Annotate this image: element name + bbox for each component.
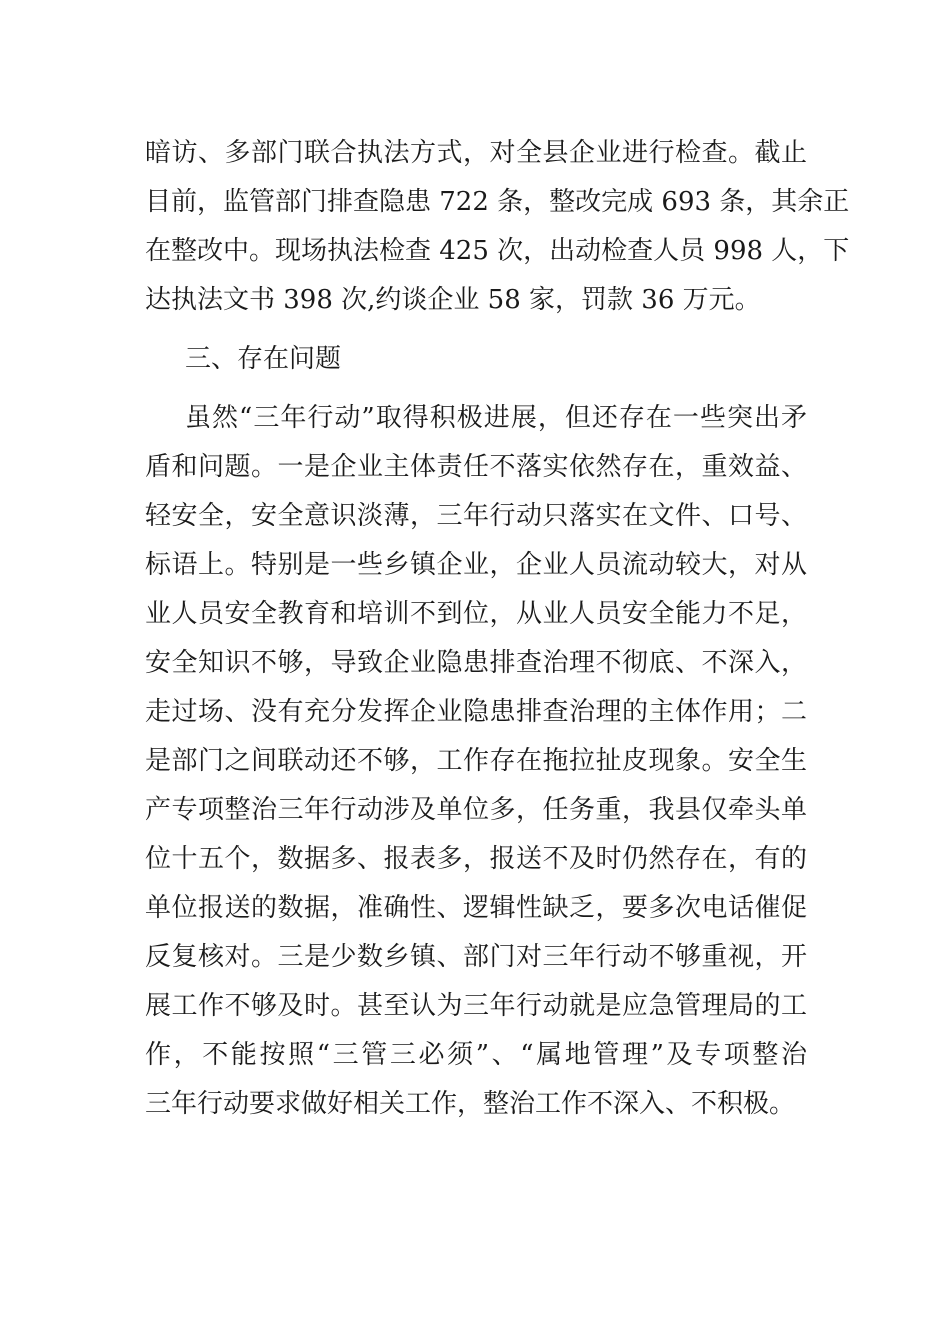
paragraph-1-line-1: 暗访、多部门联合执法方式，对全县企业进行检查。截止: [145, 138, 807, 168]
paragraph-2-line-9: 产专项整治三年行动涉及单位多，任务重，我县仅牵头单: [145, 795, 807, 825]
paragraph-1-line-3: 在整改中。现场执法检查 425 次，出动检查人员 998 人，下: [145, 236, 850, 266]
paragraph-2-line-4: 标语上。特别是一些乡镇企业，企业人员流动较大，对从: [145, 550, 807, 580]
paragraph-2-line-6: 安全知识不够，导致企业隐患排查治理不彻底、不深入，: [145, 648, 807, 678]
paragraph-1-line-2: 目前，监管部门排查隐患 722 条，整改完成 693 条，其余正: [145, 187, 850, 217]
paragraph-2-line-1: 虽然“三年行动”取得积极进展，但还存在一些突出矛: [185, 403, 807, 433]
paragraph-2-line-12: 反复核对。三是少数乡镇、部门对三年行动不够重视，开: [145, 942, 807, 972]
paragraph-2-line-14: 作，不能按照“三管三必须”、“属地管理”及专项整治: [145, 1040, 807, 1070]
paragraph-2-line-2: 盾和问题。一是企业主体责任不落实依然存在，重效益、: [145, 452, 807, 482]
paragraph-2-line-8: 是部门之间联动还不够，工作存在拖拉扯皮现象。安全生: [145, 746, 807, 776]
paragraph-1-line-4: 达执法文书 398 次,约谈企业 58 家，罚款 36 万元。: [145, 285, 761, 315]
paragraph-2-line-13: 展工作不够及时。甚至认为三年行动就是应急管理局的工: [145, 991, 807, 1021]
paragraph-2-line-3: 轻安全，安全意识淡薄，三年行动只落实在文件、口号、: [145, 501, 807, 531]
paragraph-2-line-10: 位十五个，数据多、报表多，报送不及时仍然存在，有的: [145, 844, 807, 874]
paragraph-2-line-7: 走过场、没有充分发挥企业隐患排查治理的主体作用；二: [145, 697, 807, 727]
paragraph-2-line-5: 业人员安全教育和培训不到位，从业人员安全能力不足，: [145, 599, 807, 629]
paragraph-2-line-11: 单位报送的数据，准确性、逻辑性缺乏，要多次电话催促: [145, 893, 807, 923]
section-heading: 三、存在问题: [185, 344, 342, 374]
paragraph-2-line-15: 三年行动要求做好相关工作，整治工作不深入、不积极。: [145, 1089, 796, 1119]
